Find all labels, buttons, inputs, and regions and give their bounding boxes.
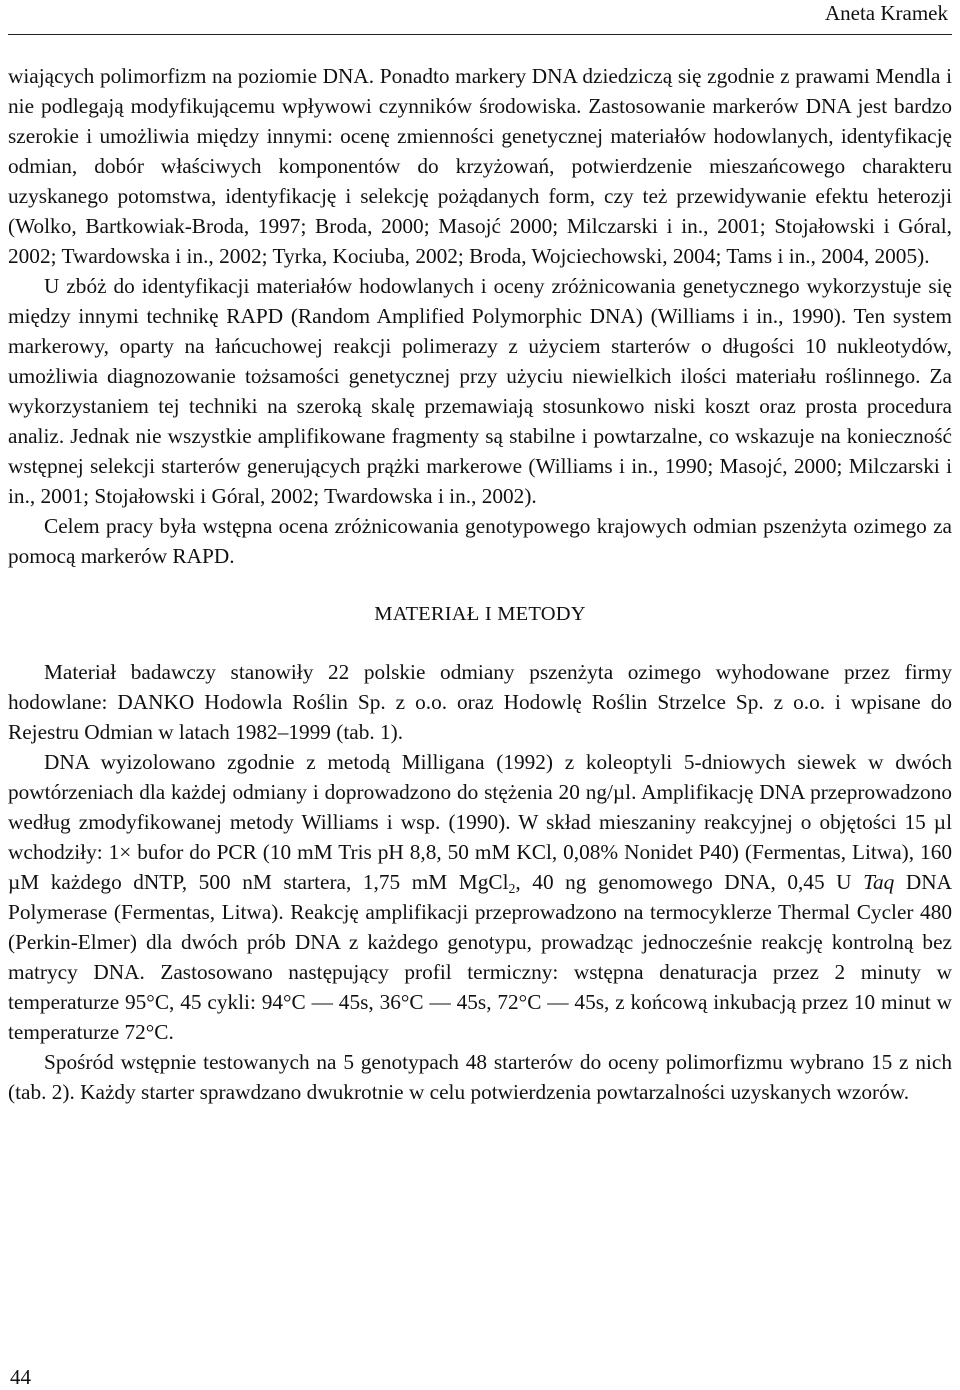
paragraph-material: Materiał badawczy stanowiły 22 polskie odmiany pszenżyta ozimego wyhodowane przez firmy hodowlane: DANKO Hodowla Roślin Sp. z o.o. oraz Hodowlę Roślin Strzelce Sp. z o.o. i wpisane do Rejestru Odmian w latach 1982–1999 (tab. 1).: [8, 660, 952, 744]
paragraph-intro-continued: wiających polimorfizm na poziomie DNA. Ponadto markery DNA dziedziczą się zgodnie z prawami Mendla i nie podlegają modyfikującemu wpływowi czynników środowiska. Zastosowanie markerów DNA jest bardzo szerokie i umożliwia między innymi: ocenę zmienności genetycznej materiałów hodowlanych, identyfikację odmian, dobór właściwych komponentów do krzyżowań, potwierdzenie mieszańcowego charakteru uzyskanego potomstwa, identyfikację i selekcję pożądanych form, czy też przewidywanie efektu heterozji (Wolko, Bartkowiak-Broda, 1997; Broda, 2000; Masojć 2000; Milczarski i in., 2001; Stojałowski i Góral, 2002; Twardowska i in., 2002; Tyrka, Kociuba, 2002; Broda, Wojciechowski, 2004; Tams i in., 2004, 2005).: [8, 64, 952, 268]
subscript: 2: [508, 881, 516, 897]
paragraph-aim: Celem pracy była wstępna ocena zróżnicowania genotypowego krajowych odmian pszenżyta ozimego za pomocą markerów RAPD.: [8, 514, 952, 568]
text-segment: DNA wyizolowano zgodnie z metodą Milligana (1992) z koleoptyli 5-dniowych siewek w dwóch powtórzeniach dla każdej odmiany i doprowadzono do stężenia 20 ng/µl. Amplifikację DNA przeprowadzono według zmodyfikowanej metody Williams i wsp. (1990). W skład mieszaniny reakcyjnej o objętości 15 µl wchodziły: 1× bufor do PCR (10 mM Tris pH 8,8, 50 mM KCl, 0,08% Nonidet P40) (Fermentas, Litwa), 160 µM każdego dNTP, 500 nM startera, 1,75 mM MgCl: [8, 750, 952, 894]
page-number: 44: [10, 1365, 31, 1389]
paragraph-rapd: U zbóż do identyfikacji materiałów hodowlanych i oceny zróżnicowania genetycznego wykorzystuje się między innymi technikę RAPD (Random Amplified Polymorphic DNA) (Williams i in., 1990). Ten system markerowy, oparty na łańcuchowej reakcji polimerazy z użyciem starterów o długości 10 nukleotydów, umożliwia diagnozowanie tożsamości genetycznej przy użyciu niewielkich ilości materiału roślinnego. Za wykorzystaniem tej techniki na szeroką skalę przemawiają stosunkowo niski koszt oraz prosta procedura analiz. Jednak nie wszystkie amplifikowane fragmenty są stabilne i powtarzalne, co wskazuje na konieczność wstępnej selekcji starterów generujących prążki markerowe (Williams i in., 1990; Masojć, 2000; Milczarski i in., 2001; Stojałowski i Góral, 2002; Twardowska i in., 2002).: [8, 274, 952, 508]
section-heading-methods: MATERIAŁ I METODY: [374, 603, 586, 625]
running-header-author: Aneta Kramek: [824, 1, 948, 25]
text-segment: DNA Polymerase (Fermentas, Litwa). Reakcję amplifikacji przeprowadzono na termocyklerze Thermal Cycler 480 (Perkin-Elmer) dla dwóch prób DNA z każdego genotypu, prowadząc jednocześnie reakcję kontrolną bez matrycy DNA. Zastosowano następujący profil termiczny: wstępna denaturacja przez 2 minuty w temperaturze 95°C, 45 cykli: 94°C — 45s, 36°C — 45s, 72°C — 45s, z końcową inkubacją przez 10 minut w temperaturze 72°C.: [8, 870, 952, 1044]
page-body: [8, 61, 952, 1107]
text-segment: , 40 ng genomowego DNA, 0,45 U: [515, 870, 864, 894]
header-rule: [8, 34, 952, 35]
paragraph-dna-isolation: [8, 747, 952, 1047]
italic-text: Taq: [863, 870, 895, 894]
paragraph-primers: Spośród wstępnie testowanych na 5 genotypach 48 starterów do oceny polimorfizmu wybrano 15 z nich (tab. 2). Każdy starter sprawdzano dwukrotnie w celu potwierdzenia powtarzalności uzyskanych wzorów.: [8, 1050, 952, 1104]
